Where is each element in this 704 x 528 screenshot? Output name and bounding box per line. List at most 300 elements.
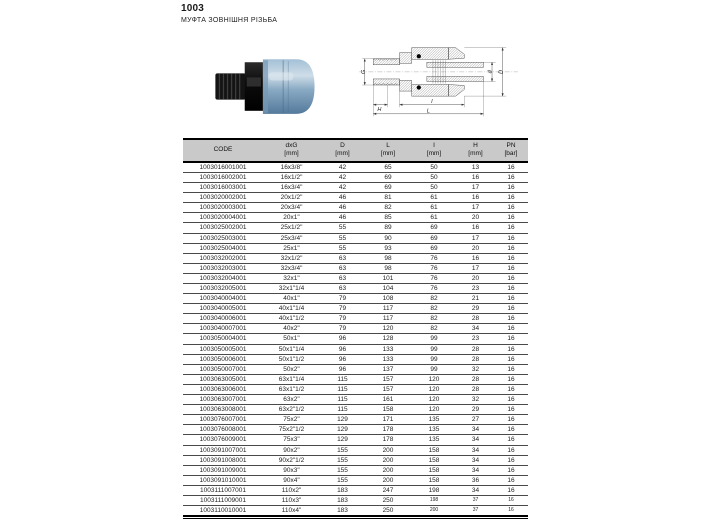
cell-pn: 16 xyxy=(494,193,528,203)
cell-pn: 16 xyxy=(494,314,528,324)
column-label: dxG xyxy=(285,142,298,149)
cell-l: 117 xyxy=(365,314,411,324)
cell-d-outer: 63 xyxy=(320,273,365,283)
cell-l: 98 xyxy=(365,253,411,263)
cell-pn: 16 xyxy=(494,374,528,384)
cell-code: 1003050006001 xyxy=(183,354,263,364)
cell-h: 34 xyxy=(457,425,494,435)
cell-h: 13 xyxy=(457,162,494,173)
cell-h: 16 xyxy=(457,253,494,263)
cell-code: 1003020003001 xyxy=(183,203,263,213)
cell-l: 250 xyxy=(365,506,411,517)
cell-h: 21 xyxy=(457,294,494,304)
cell-l: 200 xyxy=(365,465,411,475)
table-row xyxy=(183,425,528,435)
cell-d-outer: 183 xyxy=(320,485,365,495)
cell-dxg: 63x2"1/2 xyxy=(263,405,320,415)
cell-l: 133 xyxy=(365,354,411,364)
table-row xyxy=(183,193,528,203)
dim-label-D: D xyxy=(498,69,505,74)
cell-d-outer: 63 xyxy=(320,263,365,273)
cell-pn: 16 xyxy=(494,294,528,304)
cell-d-outer: 42 xyxy=(320,162,365,173)
cell-pn: 16 xyxy=(494,243,528,253)
cell-pn: 16 xyxy=(494,334,528,344)
cell-l: 133 xyxy=(365,344,411,354)
cell-dxg: 40x1" xyxy=(263,294,320,304)
cell-code: 1003050007001 xyxy=(183,364,263,374)
column-label: I xyxy=(433,142,435,149)
cell-pn: 16 xyxy=(494,233,528,243)
cell-d-outer: 46 xyxy=(320,203,365,213)
cell-pn: 16 xyxy=(494,495,528,505)
cell-d-outer: 115 xyxy=(320,395,365,405)
cell-pn: 16 xyxy=(494,183,528,193)
cell-l: 157 xyxy=(365,384,411,394)
cell-code: 1003032003001 xyxy=(183,263,263,273)
cell-h: 34 xyxy=(457,435,494,445)
cell-h: 28 xyxy=(457,314,494,324)
column-unit: [mm] xyxy=(380,150,396,158)
cell-d-outer: 46 xyxy=(320,193,365,203)
cell-dxg: 32x1"1/4 xyxy=(263,284,320,294)
cell-pn: 16 xyxy=(494,253,528,263)
cell-h: 23 xyxy=(457,284,494,294)
cell-i: 198 xyxy=(411,495,457,505)
cell-pn: 16 xyxy=(494,263,528,273)
table-row xyxy=(183,243,528,253)
cell-dxg: 40x1"1/2 xyxy=(263,314,320,324)
cell-d-outer: 96 xyxy=(320,354,365,364)
cell-code: 1003063006001 xyxy=(183,384,263,394)
cell-i: 120 xyxy=(411,374,457,384)
cell-i: 50 xyxy=(411,172,457,182)
cell-pn: 16 xyxy=(494,465,528,475)
cell-dxg: 75x2"1/2 xyxy=(263,425,320,435)
cell-code: 1003040007001 xyxy=(183,324,263,334)
table-row xyxy=(183,485,528,495)
cell-h: 20 xyxy=(457,243,494,253)
cell-h: 16 xyxy=(457,193,494,203)
table-row xyxy=(183,354,528,364)
cell-d-outer: 183 xyxy=(320,495,365,505)
dim-label-d: d xyxy=(487,70,494,74)
cell-dxg: 20x3/4" xyxy=(263,203,320,213)
fitting-body xyxy=(263,59,315,114)
cell-dxg: 40x2" xyxy=(263,324,320,334)
cell-pn: 16 xyxy=(494,364,528,374)
cell-d-outer: 42 xyxy=(320,172,365,182)
cell-l: 137 xyxy=(365,364,411,374)
cell-l: 101 xyxy=(365,273,411,283)
cell-pn: 16 xyxy=(494,395,528,405)
column-unit: [bar] xyxy=(504,150,518,158)
cell-dxg: 16x1/2" xyxy=(263,172,320,182)
cell-l: 69 xyxy=(365,172,411,182)
column-label: D xyxy=(340,142,345,149)
cell-i: 135 xyxy=(411,415,457,425)
cell-l: 98 xyxy=(365,263,411,273)
cell-h: 37 xyxy=(457,495,494,505)
cell-pn: 16 xyxy=(494,273,528,283)
cell-l: 81 xyxy=(365,193,411,203)
cell-d-outer: 96 xyxy=(320,334,365,344)
cell-dxg: 32x1" xyxy=(263,273,320,283)
table-row xyxy=(183,435,528,445)
cell-i: 99 xyxy=(411,334,457,344)
cell-dxg: 63x1"1/2 xyxy=(263,384,320,394)
cell-d-outer: 63 xyxy=(320,284,365,294)
cell-i: 76 xyxy=(411,284,457,294)
cell-l: 117 xyxy=(365,304,411,314)
cell-pn: 16 xyxy=(494,425,528,435)
table-row xyxy=(183,284,528,294)
table-row xyxy=(183,455,528,465)
table-row xyxy=(183,324,528,334)
cell-h: 23 xyxy=(457,334,494,344)
cell-d-outer: 63 xyxy=(320,253,365,263)
cell-code: 1003050004001 xyxy=(183,334,263,344)
cell-pn: 16 xyxy=(494,475,528,485)
page-title: 1003 xyxy=(181,3,205,14)
cell-d-outer: 79 xyxy=(320,304,365,314)
cell-pn: 16 xyxy=(494,435,528,445)
dim-label-G: G xyxy=(360,69,367,75)
cell-h: 16 xyxy=(457,223,494,233)
cell-h: 17 xyxy=(457,233,494,243)
cell-d-outer: 79 xyxy=(320,294,365,304)
cell-pn: 16 xyxy=(494,445,528,455)
cell-l: 161 xyxy=(365,395,411,405)
cell-code: 1003025002001 xyxy=(183,223,263,233)
cell-i: 200 xyxy=(411,506,457,517)
table-row xyxy=(183,405,528,415)
cell-i: 99 xyxy=(411,354,457,364)
column-header-l xyxy=(365,139,411,162)
cell-l: 200 xyxy=(365,455,411,465)
table-row xyxy=(183,384,528,394)
cell-i: 158 xyxy=(411,475,457,485)
cell-i: 158 xyxy=(411,455,457,465)
cell-i: 158 xyxy=(411,445,457,455)
cell-h: 28 xyxy=(457,344,494,354)
table-row xyxy=(183,395,528,405)
cell-dxg: 20x1/2" xyxy=(263,193,320,203)
cell-l: 69 xyxy=(365,183,411,193)
cell-pn: 16 xyxy=(494,415,528,425)
cell-code: 1003063008001 xyxy=(183,405,263,415)
cell-dxg: 25x1/2" xyxy=(263,223,320,233)
cell-i: 82 xyxy=(411,324,457,334)
table-row xyxy=(183,294,528,304)
cell-code: 1003025003001 xyxy=(183,233,263,243)
cell-code: 1003063007001 xyxy=(183,395,263,405)
table-row xyxy=(183,506,528,517)
cell-d-outer: 115 xyxy=(320,384,365,394)
cell-l: 178 xyxy=(365,425,411,435)
spec-table xyxy=(183,138,528,517)
table-row xyxy=(183,273,528,283)
table-row xyxy=(183,223,528,233)
cell-dxg: 63x1"1/4 xyxy=(263,374,320,384)
cell-dxg: 90x2"1/2 xyxy=(263,455,320,465)
o-ring-bottom xyxy=(417,85,421,89)
cell-code: 1003040004001 xyxy=(183,294,263,304)
cell-l: 250 xyxy=(365,495,411,505)
cell-pn: 16 xyxy=(494,172,528,182)
cell-pn: 16 xyxy=(494,304,528,314)
cell-d-outer: 129 xyxy=(320,435,365,445)
cell-l: 93 xyxy=(365,243,411,253)
cell-dxg: 32x1/2" xyxy=(263,253,320,263)
cell-dxg: 75x2" xyxy=(263,415,320,425)
cell-l: 171 xyxy=(365,415,411,425)
cell-code: 1003111009001 xyxy=(183,495,263,505)
table-row xyxy=(183,253,528,263)
dim-label-I: I xyxy=(431,99,433,106)
table-row xyxy=(183,183,528,193)
cell-code: 1003032005001 xyxy=(183,284,263,294)
cell-h: 20 xyxy=(457,273,494,283)
cell-h: 34 xyxy=(457,485,494,495)
cell-l: 157 xyxy=(365,374,411,384)
cell-i: 135 xyxy=(411,425,457,435)
o-ring-top xyxy=(417,54,421,58)
cell-d-outer: 96 xyxy=(320,344,365,354)
cell-l: 108 xyxy=(365,294,411,304)
cell-h: 17 xyxy=(457,203,494,213)
table-row xyxy=(183,475,528,485)
cell-h: 17 xyxy=(457,263,494,273)
column-unit: [mm] xyxy=(468,150,483,158)
cell-dxg: 50x1"1/4 xyxy=(263,344,320,354)
cross-section-drawing xyxy=(356,34,522,135)
cell-code: 1003032004001 xyxy=(183,273,263,283)
cell-i: 120 xyxy=(411,384,457,394)
table-row xyxy=(183,314,528,324)
cell-dxg: 25x3/4" xyxy=(263,233,320,243)
cell-d-outer: 42 xyxy=(320,183,365,193)
cell-i: 120 xyxy=(411,405,457,415)
cell-code: 1003063005001 xyxy=(183,374,263,384)
cell-i: 82 xyxy=(411,314,457,324)
cell-pn: 16 xyxy=(494,223,528,233)
cell-dxg: 16x3/8" xyxy=(263,162,320,173)
cell-code: 1003076008001 xyxy=(183,425,263,435)
cell-dxg: 50x2" xyxy=(263,364,320,374)
cell-i: 76 xyxy=(411,263,457,273)
column-label: CODE xyxy=(213,146,233,154)
table-row xyxy=(183,495,528,505)
cell-h: 29 xyxy=(457,405,494,415)
cell-h: 37 xyxy=(457,506,494,517)
cell-h: 29 xyxy=(457,304,494,314)
cell-d-outer: 55 xyxy=(320,243,365,253)
cell-code: 1003091007001 xyxy=(183,445,263,455)
table-row xyxy=(183,172,528,182)
cell-code: 1003076009001 xyxy=(183,435,263,445)
cell-d-outer: 55 xyxy=(320,223,365,233)
cell-code: 1003016002001 xyxy=(183,172,263,182)
cell-d-outer: 155 xyxy=(320,455,365,465)
cell-code: 1003040006001 xyxy=(183,314,263,324)
column-header-i xyxy=(411,139,457,162)
column-header-d-outer xyxy=(320,139,365,162)
table-row xyxy=(183,334,528,344)
cell-l: 247 xyxy=(365,485,411,495)
table-row xyxy=(183,304,528,314)
spec-table-header-row xyxy=(183,139,528,162)
column-label: H xyxy=(473,142,478,149)
column-unit: [mm] xyxy=(335,150,350,158)
column-label: PN xyxy=(506,142,516,149)
cell-code: 1003016003001 xyxy=(183,183,263,193)
cell-i: 69 xyxy=(411,243,457,253)
cell-i: 99 xyxy=(411,344,457,354)
cell-l: 200 xyxy=(365,475,411,485)
product-photo xyxy=(212,42,324,128)
cell-code: 1003025004001 xyxy=(183,243,263,253)
cell-pn: 16 xyxy=(494,213,528,223)
cell-d-outer: 115 xyxy=(320,405,365,415)
cell-h: 28 xyxy=(457,384,494,394)
cell-d-outer: 79 xyxy=(320,324,365,334)
cell-l: 85 xyxy=(365,213,411,223)
cell-d-outer: 155 xyxy=(320,445,365,455)
product-name: МУФТА ЗОВНІШНЯ РІЗЬБА xyxy=(181,17,278,24)
cell-h: 32 xyxy=(457,395,494,405)
cell-dxg: 110x4" xyxy=(263,506,320,517)
cell-i: 120 xyxy=(411,395,457,405)
cell-i: 61 xyxy=(411,213,457,223)
cell-d-outer: 79 xyxy=(320,314,365,324)
cell-h: 36 xyxy=(457,475,494,485)
cell-h: 20 xyxy=(457,213,494,223)
cell-i: 198 xyxy=(411,485,457,495)
table-row xyxy=(183,465,528,475)
cell-i: 82 xyxy=(411,294,457,304)
cell-pn: 16 xyxy=(494,284,528,294)
cell-i: 99 xyxy=(411,364,457,374)
cell-code: 1003020004001 xyxy=(183,213,263,223)
table-row xyxy=(183,263,528,273)
cell-d-outer: 155 xyxy=(320,465,365,475)
cell-i: 82 xyxy=(411,304,457,314)
cell-code: 1003050005001 xyxy=(183,344,263,354)
spec-table-container xyxy=(183,138,528,519)
cell-i: 158 xyxy=(411,465,457,475)
cell-dxg: 20x1" xyxy=(263,213,320,223)
table-row xyxy=(183,374,528,384)
cell-code: 1003091008001 xyxy=(183,455,263,465)
cell-h: 28 xyxy=(457,374,494,384)
cell-l: 89 xyxy=(365,223,411,233)
cell-d-outer: 46 xyxy=(320,213,365,223)
cell-dxg: 90x3" xyxy=(263,465,320,475)
cell-dxg: 75x3" xyxy=(263,435,320,445)
cell-i: 135 xyxy=(411,435,457,445)
cell-l: 104 xyxy=(365,284,411,294)
cell-h: 27 xyxy=(457,415,494,425)
cell-code: 1003040005001 xyxy=(183,304,263,314)
technical-diagram xyxy=(356,34,522,135)
cell-code: 1003111007001 xyxy=(183,485,263,495)
column-unit: [mm] xyxy=(284,150,299,158)
cell-i: 76 xyxy=(411,253,457,263)
cell-d-outer: 115 xyxy=(320,374,365,384)
table-row xyxy=(183,344,528,354)
column-header-pn xyxy=(494,139,528,162)
cell-code: 1003076007001 xyxy=(183,415,263,425)
cell-dxg: 32x3/4" xyxy=(263,263,320,273)
cell-dxg: 25x1" xyxy=(263,243,320,253)
cell-pn: 16 xyxy=(494,162,528,173)
cell-l: 178 xyxy=(365,435,411,445)
table-row xyxy=(183,162,528,173)
cell-pn: 16 xyxy=(494,354,528,364)
cell-pn: 16 xyxy=(494,344,528,354)
cell-i: 61 xyxy=(411,203,457,213)
cell-h: 34 xyxy=(457,455,494,465)
cell-pn: 16 xyxy=(494,405,528,415)
table-row xyxy=(183,445,528,455)
cell-l: 65 xyxy=(365,162,411,173)
column-header-h xyxy=(457,139,494,162)
cell-dxg: 40x1"1/4 xyxy=(263,304,320,314)
spec-table-body xyxy=(183,162,528,516)
cell-pn: 16 xyxy=(494,455,528,465)
cell-h: 17 xyxy=(457,183,494,193)
column-label: L xyxy=(386,142,390,149)
cell-l: 128 xyxy=(365,334,411,344)
cell-l: 158 xyxy=(365,405,411,415)
cell-dxg: 110x2" xyxy=(263,485,320,495)
cell-dxg: 50x1"1/2 xyxy=(263,354,320,364)
cell-code: 1003091009001 xyxy=(183,465,263,475)
cell-h: 32 xyxy=(457,364,494,374)
cell-l: 90 xyxy=(365,233,411,243)
cell-i: 50 xyxy=(411,162,457,173)
cell-code: 1003016001001 xyxy=(183,162,263,173)
cell-dxg: 50x1" xyxy=(263,334,320,344)
cell-d-outer: 129 xyxy=(320,425,365,435)
table-row xyxy=(183,415,528,425)
table-row xyxy=(183,364,528,374)
cell-l: 82 xyxy=(365,203,411,213)
table-row xyxy=(183,203,528,213)
cell-d-outer: 96 xyxy=(320,364,365,374)
cell-l: 200 xyxy=(365,445,411,455)
cell-i: 69 xyxy=(411,233,457,243)
cell-l: 120 xyxy=(365,324,411,334)
cell-d-outer: 55 xyxy=(320,233,365,243)
cell-h: 16 xyxy=(457,172,494,182)
cell-h: 34 xyxy=(457,465,494,475)
cell-h: 28 xyxy=(457,354,494,364)
table-row xyxy=(183,233,528,243)
cell-code: 1003110010001 xyxy=(183,506,263,517)
cell-pn: 16 xyxy=(494,324,528,334)
cell-pn: 16 xyxy=(494,485,528,495)
cell-dxg: 90x4" xyxy=(263,475,320,485)
cell-i: 69 xyxy=(411,223,457,233)
cell-dxg: 16x3/4" xyxy=(263,183,320,193)
table-row xyxy=(183,213,528,223)
fitting-photo-illustration xyxy=(212,42,324,128)
column-header-dxg xyxy=(263,139,320,162)
cell-d-outer: 183 xyxy=(320,506,365,517)
cell-d-outer: 155 xyxy=(320,475,365,485)
